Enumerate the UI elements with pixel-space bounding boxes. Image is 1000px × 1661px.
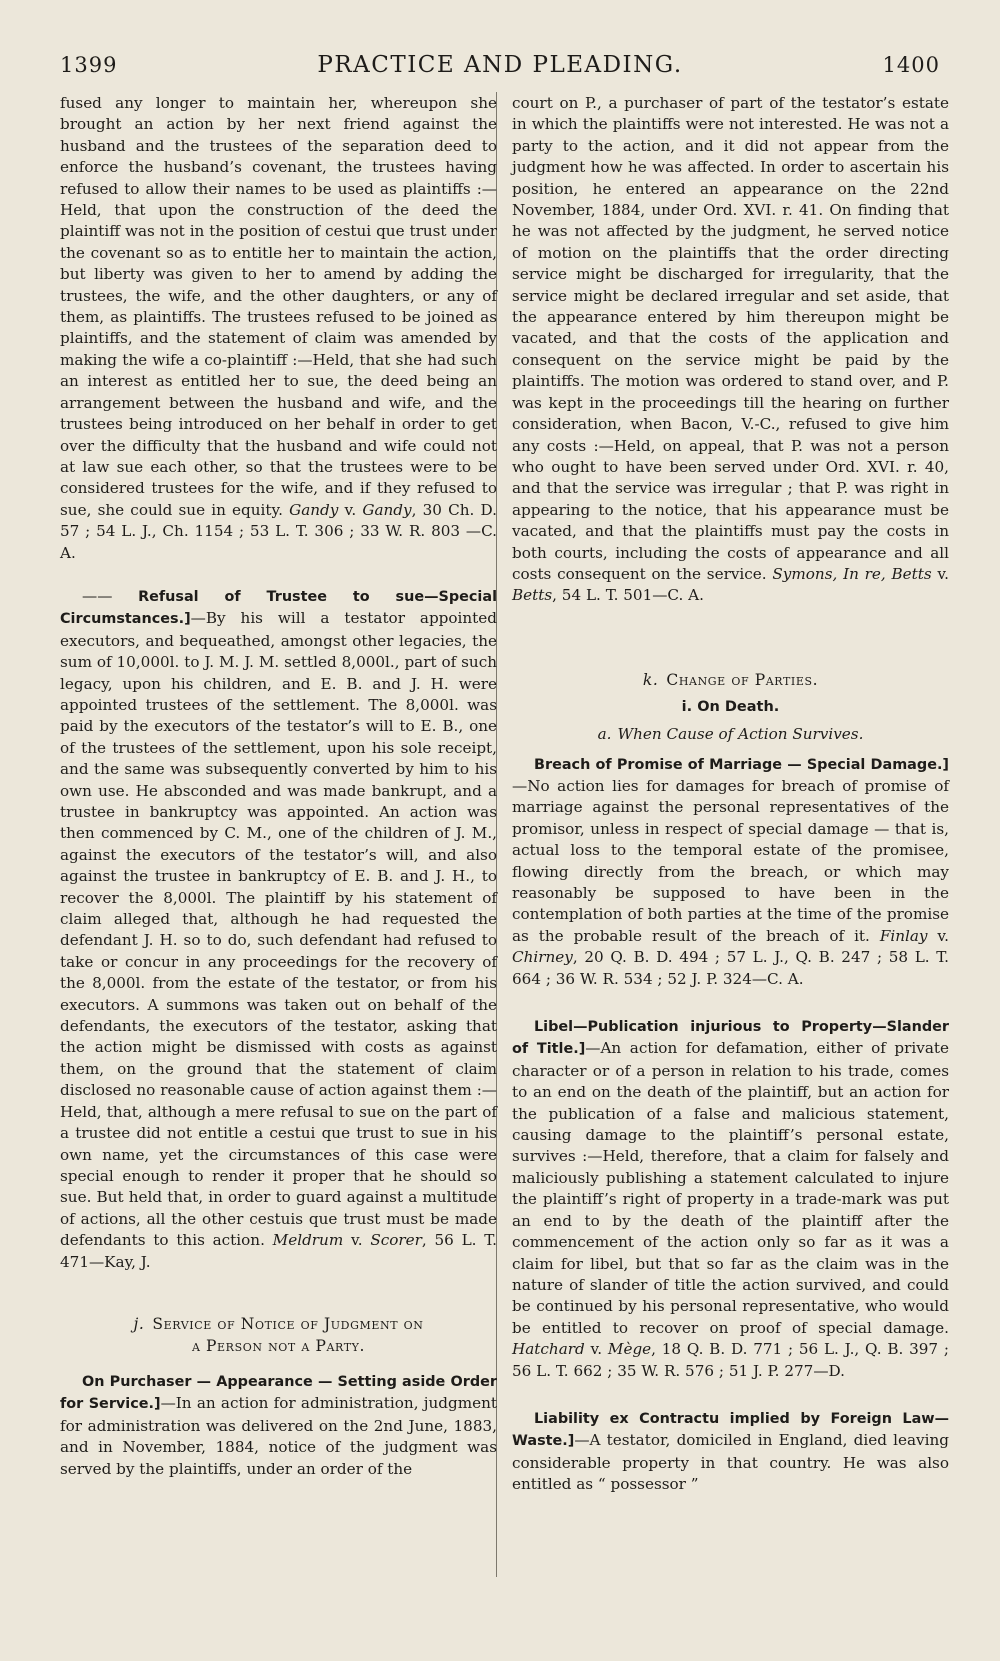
entry-text: —By his will a testator appointed executors, and bequeathed, amongst other legacies, the sum of 10,000l. to J. M. J. M. settled 8,000l., part of such legacy, upon his children, and E. B. and J. H. were appointed trustees of the settlement. The 8,000l. was paid by the executors of the testator’s will to E. B., one of the trustees of the settlement, upon his sole receipt, and the same was subsequently converted by him to his own use. He absconded and was made bankrupt, and a trustee in bankruptcy was appointed. An action was then commenced by C. M., one of the children of J. M., against the executors of the testator’s will, and also against the trustee in bankruptcy of E. B. and J. H., to recover the 8,000l. The plaintiff by his statement of claim alleged that, although he had requested the defendant J. H. so to do, such defendant had refused to take or concur in any proceedings for the recovery of the 8,000l. from the estate of the testator, or from his executors. A summons was taken out on behalf of the defendants, the executors of the testator, asking that the action might be dismissed with costs as against them, on the ground that the statement of claim disclosed no reasonable cause of action against them :—Held, that, although a mere refusal to sue on the part of a trustee did not entitle a cestui que trust to sue in his own name, yet the circumstances of this case were special enough to render it proper that he should so sue. But held that, in order to guard against a multitude of actions, all the other cestuis que trust must be made defendants to this action. [60,609,497,1250]
section-letter: j. [133,1314,145,1333]
case-name: Scorer [370,1231,422,1250]
case-name: Symons, In re, Betts [772,564,932,583]
running-title: PRACTICE AND PLEADING. [317,52,683,78]
entry-libel [512,1016,949,1382]
citation: , 20 Q. B. D. 494 ; 57 L. J., Q. B. 247 ; 58 L. T. 664 ; 36 W. R. 534 ; 52 J. P. 324—C. A. [512,948,949,988]
left-page-number: 1399 [60,53,118,77]
case-name: Betts [512,586,553,605]
entry-text: fused any longer to maintain her, whereupon she brought an action by her next friend against the husband and the trustees of the separation deed to enforce the husband’s covenant, the trustees having refused to allow their names to be used as plaintiffs :—Held, that upon the construction of the deed the plaintiff was not in the position of cestui que trust under the covenant so as to entitle her to maintain the action, but liberty was given to her to amend by adding the trustees, the wife, and the other daughters, or any of them, as plaintiffs. The trustees refused to be joined as plaintiffs, and the statement of claim was amended by making the wife a co-plaintiff :—Held, that she had such an interest as entitled her to sue, the deed being an arrangement between the husband and wife, and the trustees being introduced on her behalf in order to get over the difficulty that the husband and wife could not at law sue each other, so that the trustees were to be considered trustees for the wife, and if they refused to sue, she could sue in equity. [60,94,497,519]
left-column [60,93,497,1480]
section-title-line2: a Person not a Party. [191,1336,366,1355]
case-name: Gandy [362,500,412,519]
entry-on-purchaser [60,1371,497,1480]
entry-gandy [60,93,497,564]
entry-heading: Breach of Promise of Marriage — Special Damage.] [534,756,949,773]
case-v: v. [931,564,950,583]
entry-heading: Liability ex Contractu implied by Foreign Law—Waste.] [512,1410,949,1450]
right-page-number: 1400 [882,53,940,77]
subsubsection-heading [512,724,949,745]
entry-heading: Libel—Publication injurious to Property—Slander of Title.] [512,1019,949,1058]
case-v: v. [343,1231,371,1250]
entry-refusal-of-trustee [60,586,497,1273]
section-heading-j [60,1313,497,1357]
entry-text: —No action lies for damages for breach of promise of marriage against the personal representatives of the promisor, unless in respect of special damage — that is, actual loss to the temporal estate of the promisee, flowing directly from the breach, or which may reasonably be supposed to have been in the contemplation of both parties at the time of the promise as the probable result of the breach of it. [512,776,949,945]
subsubsection-letter: a. [597,725,612,744]
case-name: Meldrum [272,1231,344,1250]
entry-text: court on P., a purchaser of part of the testator’s estate in which the plaintiffs were not interested. He was not a party to the action, and it did not appear from the judgment how he was affected. In order to ascertain his position, he entered an appearance on the 22nd November, 1884, under Ord. XVI. r. 41. On finding that he was not affected by the judgment, he served notice of motion on the plaintiffs that the order directing service might be discharged for irregularity, that the service might be declared irregular and set aside, that the appearance entered by him thereupon might be vacated, and that the costs of the application and consequent on the service might be paid by the plaintiffs. The motion was ordered to stand over, and P. was kept in the proceedings till the hearing on further consideration, when Bacon, V.-C., refused to give him any costs :—Held, on appeal, that P. was not a person who ought to have been served under Ord. XVI. r. 40, and that the service was irregular ; that P. was right in appearing to the notice, that his appearance must be vacated, and that the plaintiffs must pay the costs in both courts, including the costs of appearance and all costs consequent on the service. [512,94,949,583]
entry-breach-of-promise [512,754,949,990]
entry-dash: —— [82,586,113,605]
section-title-line1: Service of Notice of Judgment on [152,1314,424,1333]
case-v: v. [338,500,363,519]
section-letter: k. [642,670,659,689]
case-name: Hatchard [512,1340,585,1359]
citation: , 56 L. T. 471—Kay, J. [60,1231,497,1271]
case-name: Finlay [879,926,928,945]
entry-text: —An action for defamation, either of private character or of a person in relation to his trade, comes to an end on the death of the plaintiff, but an action for the publication of a false and malicious statement, causing damage to the plaintiff’s personal estate, survives :—Held, therefore, that a claim for falsely and maliciously publishing a statement calculated to injure the plaintiff’s right of property in a trade-mark was put an end to by the death of the plaintiff after the commencement of the action only so far as it was a claim for libel, but that so far as the claim was in the nature of slander of title the action survived, and could be continued by his personal representative, who would be entitled to recover on proof of special damage. [512,1039,949,1337]
entry-text: —In an action for administration, judgment for administration was delivered on the 2nd June, 1883, and in November, 1884, notice of the judgment was served by the plaintiffs, under an order of the [60,1394,498,1478]
case-name: Gandy [289,500,339,519]
section-title: Change of Parties. [666,670,819,689]
spacer [512,990,949,1016]
page-header [60,52,940,86]
citation: , 30 Ch. D. 57 ; 54 L. J., Ch. 1154 ; 53 L. T. 306 ; 33 W. R. 803 —C. A. [60,500,498,562]
right-column [512,93,949,1496]
subsubsection-title: When Cause of Action Survives. [617,725,864,744]
entry-text: —A testator, domiciled in England, died leaving considerable property in that country. He was also entitled as “ possessor ” [512,1431,949,1494]
section-heading-line [60,1313,497,1335]
entry-heading: Refusal of Trustee to sue—Special Circumstances.] [60,588,498,628]
citation: , 54 L. T. 501—C. A. [552,586,704,605]
spacer [512,607,949,669]
case-name: Mège [607,1340,652,1359]
case-v: v. [584,1340,608,1359]
spacer [60,1273,497,1313]
citation: , 18 Q. B. D. 771 ; 56 L. J., Q. B. 397 ; 56 L. T. 662 ; 35 W. R. 576 ; 51 J. P. 277—D. [512,1340,949,1380]
subsection-heading-on-death: i. On Death. [681,698,780,715]
case-v: v. [927,926,950,945]
spacer [512,1382,949,1408]
case-name: Chirney [512,948,573,967]
entry-heading: On Purchaser — Appearance — Setting aside Order for Service.] [60,1373,497,1413]
entry-on-purchaser-continued [512,93,949,607]
entry-liability-ex-contractu [512,1408,949,1496]
section-heading-k [512,669,949,691]
